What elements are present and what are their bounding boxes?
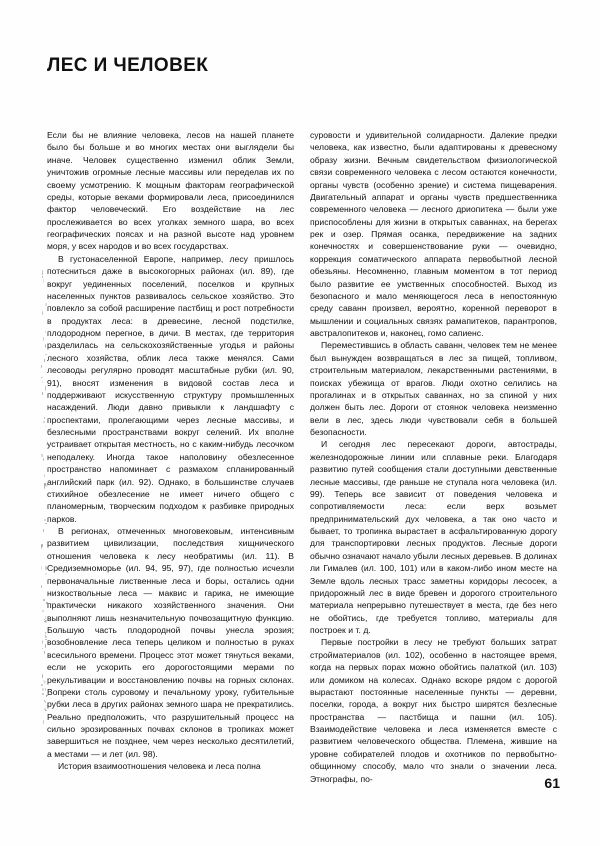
paragraph: суровости и удивительной солидарности. Далекие предки человека, как известно, были адаптированы к древесному образу жизни. Вечным свидетельством физиологической связи современного человека с лесом остаются конечности, органы чувств (особенно зрение) и система пищеварения. Двигательный аппарат и органы чувств предшественника современного человека — лесного дриопитека — были уже приспособлены для жизни в открытых саваннах, на берегах рек и озер. Прямая осанка, передвижение на задних конечностях и совершенствование руки — очевидно, коррекция соматического аппарата первобытной лесной обезьяны. Несомненно, главным моментом в тот период было развитие ее умственных способностей. Выход из безопасного и мало меняющегося леса в непостоянную среду саванн произвел, вероятно, коренной переворот в мышлении и социальных связях рамапитеков, парантропов, австралопитеков и, наконец, гомо сапиенс. [310,130,557,338]
paragraph: И сегодня лес пересекают дороги, автострады, железнодорожные линии или сплавные реки. Благодаря развитию путей сообщения стали доступными девственные лесные массивы, где раньше не ступала нога человека (ил. 99). Теперь все зависит от поведения человека и сопротивляемости леса: если верх возьмет предпринимательский дух человека, а так оно часто и бывает, то тропинка вырастает в асфальтированную дорогу для транспортировки лесных продуктов. Лесные дороги обычно означают начало убыли лесных деревьев. В долинах ли Гималев (ил. 100, 101) или в каком-либо ином месте на Земле вдоль лесных трасс заметны коридоры лесосек, а придорожный лес в виде бревен и дорогого строительного материала непрерывно путешествует в места, где без него не обойтись, где требуется топливо, материалы для построек и т. д. [310,439,557,635]
paragraph: Переместившись в область саванн, человек тем не менее был вынужден возвращаться в лес за пищей, топливом, строительным материалом, лекарственными растениями, в поисках убежища от врагов. Люди охотно селились на прогалинах и в открытых саваннах, но за спиной у них должен быть лес. Дороги от стоянок человека неизменно вели в лес, здесь люди чувствовали себя в большей безопасности. [310,340,557,437]
paragraph: В регионах, отмеченных многовековым, интенсивным развитием цивилизации, последствия хищнического отношения человека к лесу необратимы (ил. 11). В Средиземноморье (ил. 94, 95, 97), где полностью исчезли первоначальные лиственные леса и боры, остались одни низкоствольные леса — маквис и гарика, не имеющие практически никакого хозяйственного значения. Они выполняют лишь незначительную почвозащитную функцию. Большую часть плодородной почвы унесла эрозия; возобновление леса теперь целиком и полностью в руках всесильного времени. Процесс этот может тянуться веками, если не ускорить его дорогостоящими мерами по рекультивации и восстановлению почвы на горных склонах. Вопреки столь суровому и печальному уроку, губительные рубки леса в других районах земного шара не прекратились. Реально предположить, что разрушительный процесс на сильно эрозированных почвах склонов в тропиках может завершиться не позднее, чем через несколько десятилетий, а местами — и лет (ил. 98). [47,526,294,759]
paragraph: Первые постройки в лесу не требуют больших затрат стройматериалов (ил. 102), особенно в настоящее время, когда на первых порах можно обойтись палаткой (ил. 103) или домиком на колесах. Однако вскоре рядом с дорогой вырастают постоянные населенные пункты — деревни, поселки, города, а вокруг них быстро ширятся безлесные пространства — пастбища и пашни (ил. 105). Взаимодействие человека и леса изменяется вместе с развитием человеческого общества. Племена, жившие на уровне собирателей плодов и охотников по первобытно-общинному способу, мало что знали о значении леса. Этнографы, по- [310,637,557,784]
left-column [47,129,294,779]
paragraph: История взаимоотношения человека и леса полна [58,761,261,772]
body-columns [47,129,557,784]
paragraph: Если бы не влияние человека, лесов на нашей планете было бы больше и во многих местах они выглядели бы иначе. Человек существенно изменил облик Земли, уничтожив огромные лесные массивы или переделав их по своему усмотрению. К мощным факторам географической среды, которые веками формировали леса, присоединился фактор человеческий. Его воздействие на лес прослеживается во всех уголках земного шара, во всех географических поясах и на разной высоте над уровнем моря, у всех народов и во всех государствах. [47,130,294,252]
page-number: 61 [544,775,560,791]
right-column [310,129,557,784]
page-title: ЛЕС И ЧЕЛОВЕК [47,54,209,76]
paragraph: В густонаселенной Европе, например, лесу пришлось потесниться даже в высокогорных районах (ил. 89), где вокруг уединенных поселений, поселков и крупных населенных пунктов развивалось сельское хозяйство. Это повлекло за собой расширение пастбищ и рост потребности в продуктах леса: в древесине, лесной подстилке, плодородном перегное, в дичи. В местах, где территория разделилась на сельскохозяйственные угодья и районы лесного хозяйства, облик леса также менялся. Сами лесоводы регулярно проводят масштабные рубки (ил. 90, 91), вносят изменения в видовой состав леса и поддерживают искусственную структуру промышленных насаждений. Люди давно привыкли к ландшафту с проспектами, пролегающими через лесные массивы, и безлесными пространствами вокруг селений. Их вполне устраивает открытая местность, но с каким-нибудь лесочком неподалеку. Иногда такое наполовину обезлесенное пространство напоминает с размахом спланированный английский парк (ил. 92). Однако, в большинстве случаев стихийное обезлесение не имеет ничего общего с планомерным, творческим подходом к разбивке природных парков. [47,253,294,524]
